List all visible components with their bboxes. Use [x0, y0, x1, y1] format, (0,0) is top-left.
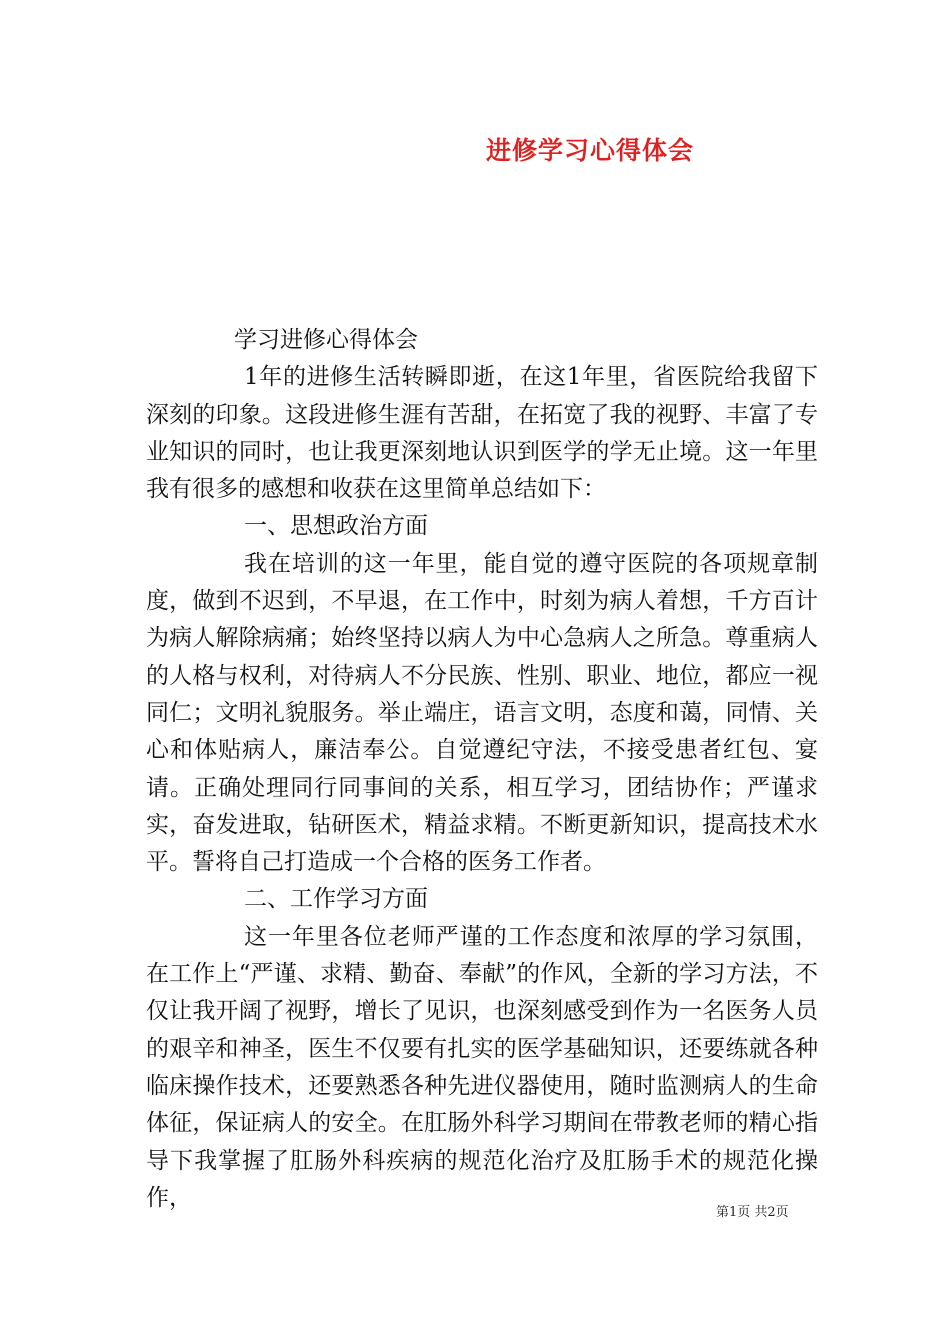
- paragraph-ideology: 我在培训的这一年里，能自觉的遵守医院的各项规章制度，做到不迟到，不早退，在工作中，时刻为病人着想，千方百计为病人解除病痛；始终坚持以病人为中心急病人之所急。尊重病人的人格与权利，对待病人不分民族、性别、职业、地位，都应一视同仁；文明礼貌服务。举止端庄，语言文明，态度和蔼，同情、关心和体贴病人，廉洁奉公。自觉遵纪守法，不接受患者红包、宴请。正确处理同行同事间的关系，相互学习，团结协作；严谨求实，奋发进取，钻研医术，精益求精。不断更新知识，提高技术水平。誓将自己打造成一个合格的医务工作者。: [146, 550, 818, 876]
- section-heading-ideology: 一、思想政治方面: [244, 513, 428, 540]
- document-subtitle: 学习进修心得体会: [234, 327, 418, 353]
- page-number-footer: 第1页 共2页: [716, 1205, 789, 1220]
- page-title: 进修学习心得体会: [486, 136, 695, 165]
- paragraph-intro: 1年的进修生活转瞬即逝，在这1年里，省医院给我留下深刻的印象。这段进修生涯有苦甜，在拓宽了我的视野、丰富了专业知识的同时，也让我更深刻地认识到医学的学无止境。这一年里我有很多的感想和收获在这里简单总结如下：: [146, 364, 818, 503]
- section-heading-work-study: 二、工作学习方面: [244, 886, 428, 913]
- document-body: [146, 322, 818, 1217]
- paragraph-work-study: 这一年里各位老师严谨的工作态度和浓厚的学习氛围，在工作上“严谨、求精、勤奋、奉献”的作风，全新的学习方法，不仅让我开阔了视野，增长了见识，也深刻感受到作为一名医务人员的艰辛和神圣，医生不仅要有扎实的医学基础知识，还要练就各种临床操作技术，还要熟悉各种先进仪器使用，随时监测病人的生命体征，保证病人的安全。在肛肠外科学习期间在带教老师的精心指导下我掌握了肛肠外科疾病的规范化治疗及肛肠手术的规范化操作，: [146, 923, 818, 1211]
